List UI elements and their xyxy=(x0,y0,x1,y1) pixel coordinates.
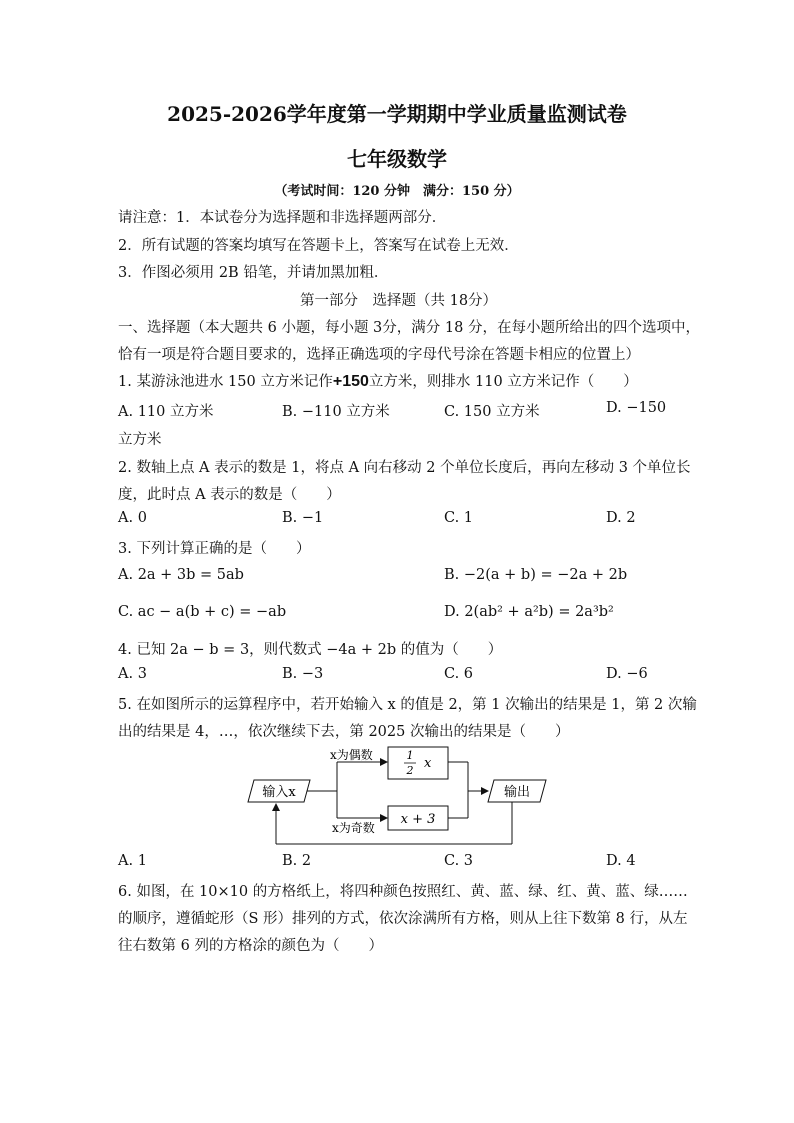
q1-stem-a: 1. 某游泳池进水 150 立方米记作 xyxy=(118,374,333,390)
flow-even-variable: x xyxy=(424,756,432,771)
q3-stem: 3. 下列计算正确的是（ ） xyxy=(118,541,311,557)
flow-odd-expr: x + 3 xyxy=(400,812,436,827)
q1-stem-value: +150 xyxy=(332,373,369,390)
q2-option-d: D. 2 xyxy=(606,510,636,526)
part1-intro-2: 恰有一项是符合题目要求的，选择正确选项的字母代号涂在答题卡相应的位置上） xyxy=(118,347,640,363)
q6-line-3: 往右数第 6 列的方格涂的颜色为（ ） xyxy=(118,938,383,954)
notice-line-2: 2．所有试题的答案均填写在答题卡上，答案写在试卷上无效． xyxy=(118,238,519,254)
flow-even-box xyxy=(388,747,448,779)
q6-line-2: 的顺序，遵循蛇形（S 形）排列的方式，依次涂满所有方格，则从上往下数第 8 行，从左 xyxy=(118,911,688,927)
q3-option-b: B. −2(a + b) = −2a + 2b xyxy=(444,567,628,583)
flow-input-label: 输入x xyxy=(262,785,296,800)
q5-option-c: C. 3 xyxy=(444,853,474,869)
q5-option-d: D. 4 xyxy=(606,853,636,869)
exam-info: （考试时间：120 分钟 满分：150 分） xyxy=(274,184,520,199)
flow-odd-label: x为奇数 xyxy=(332,821,375,835)
flow-even-numerator: 1 xyxy=(406,749,414,762)
q3-option-c: C. ac − a(b + c) = −ab xyxy=(118,604,287,620)
q5-flowchart xyxy=(240,742,560,852)
flow-even-denominator: 2 xyxy=(406,764,414,777)
q1-option-d: D. −150 xyxy=(606,400,667,416)
q1-option-a: A. 110 立方米 xyxy=(118,404,214,420)
q4-option-d: D. −6 xyxy=(606,666,648,682)
q1-stem-c: 立方米，则排水 110 立方米记作（ ） xyxy=(368,374,638,390)
q5-line-2: 出的结果是 4，…，依次继续下去，第 2025 次输出的结果是（ ） xyxy=(118,724,570,740)
q3-option-d: D. 2(ab² + a²b) = 2a³b² xyxy=(444,604,614,620)
q4-option-a: A. 3 xyxy=(118,666,147,682)
notice-line-3: 3．作图必须用 2B 铅笔，并请加黑加粗． xyxy=(118,265,389,281)
flow-even-label: x为偶数 xyxy=(330,748,373,762)
q1-option-b: B. −110 立方米 xyxy=(282,404,390,420)
q5-option-a: A. 1 xyxy=(118,853,147,869)
q4-stem: 4. 已知 2a − b = 3，则代数式 −4a + 2b 的值为（ ） xyxy=(118,642,503,658)
q2-option-c: C. 1 xyxy=(444,510,474,526)
q5-line-1: 5. 在如图所示的运算程序中，若开始输入 x 的值是 2，第 1 次输出的结果是 1，第 2 次输 xyxy=(118,697,697,713)
subject-title: 七年级数学 xyxy=(347,147,447,171)
notice-line-1: 请注意：1．本试卷分为选择题和非选择题两部分． xyxy=(118,210,447,226)
part1-intro-1: 一、选择题（本大题共 6 小题，每小题 3分，满分 18 分，在每小题所给出的四个选项中， xyxy=(118,320,700,336)
q1-option-d-wrap: 立方米 xyxy=(118,432,162,448)
q1-option-c: C. 150 立方米 xyxy=(444,404,540,420)
q2-option-a: A. 0 xyxy=(118,510,147,526)
q6-line-1: 6. 如图，在 10×10 的方格纸上，将四种颜色按照红、黄、蓝、绿、红、黄、蓝、绿…… xyxy=(118,884,688,900)
q4-option-b: B. −3 xyxy=(282,666,324,682)
q5-option-b: B. 2 xyxy=(282,853,312,869)
q4-option-c: C. 6 xyxy=(444,666,474,682)
q2-option-b: B. −1 xyxy=(282,510,324,526)
flow-output-label: 输出 xyxy=(503,785,531,800)
q2-line-1: 2. 数轴上点 A 表示的数是 1，将点 A 向右移动 2 个单位长度后，再向左移动 3 个单位长 xyxy=(118,460,691,476)
q2-line-2: 度，此时点 A 表示的数是（ ） xyxy=(118,487,341,503)
part1-heading: 第一部分 选择题（共 18分） xyxy=(300,293,498,309)
exam-title: 2025-2026学年度第一学期期中学业质量监测试卷 xyxy=(167,102,627,126)
q1-stem xyxy=(118,370,638,391)
q3-option-a: A. 2a + 3b = 5ab xyxy=(118,567,244,583)
